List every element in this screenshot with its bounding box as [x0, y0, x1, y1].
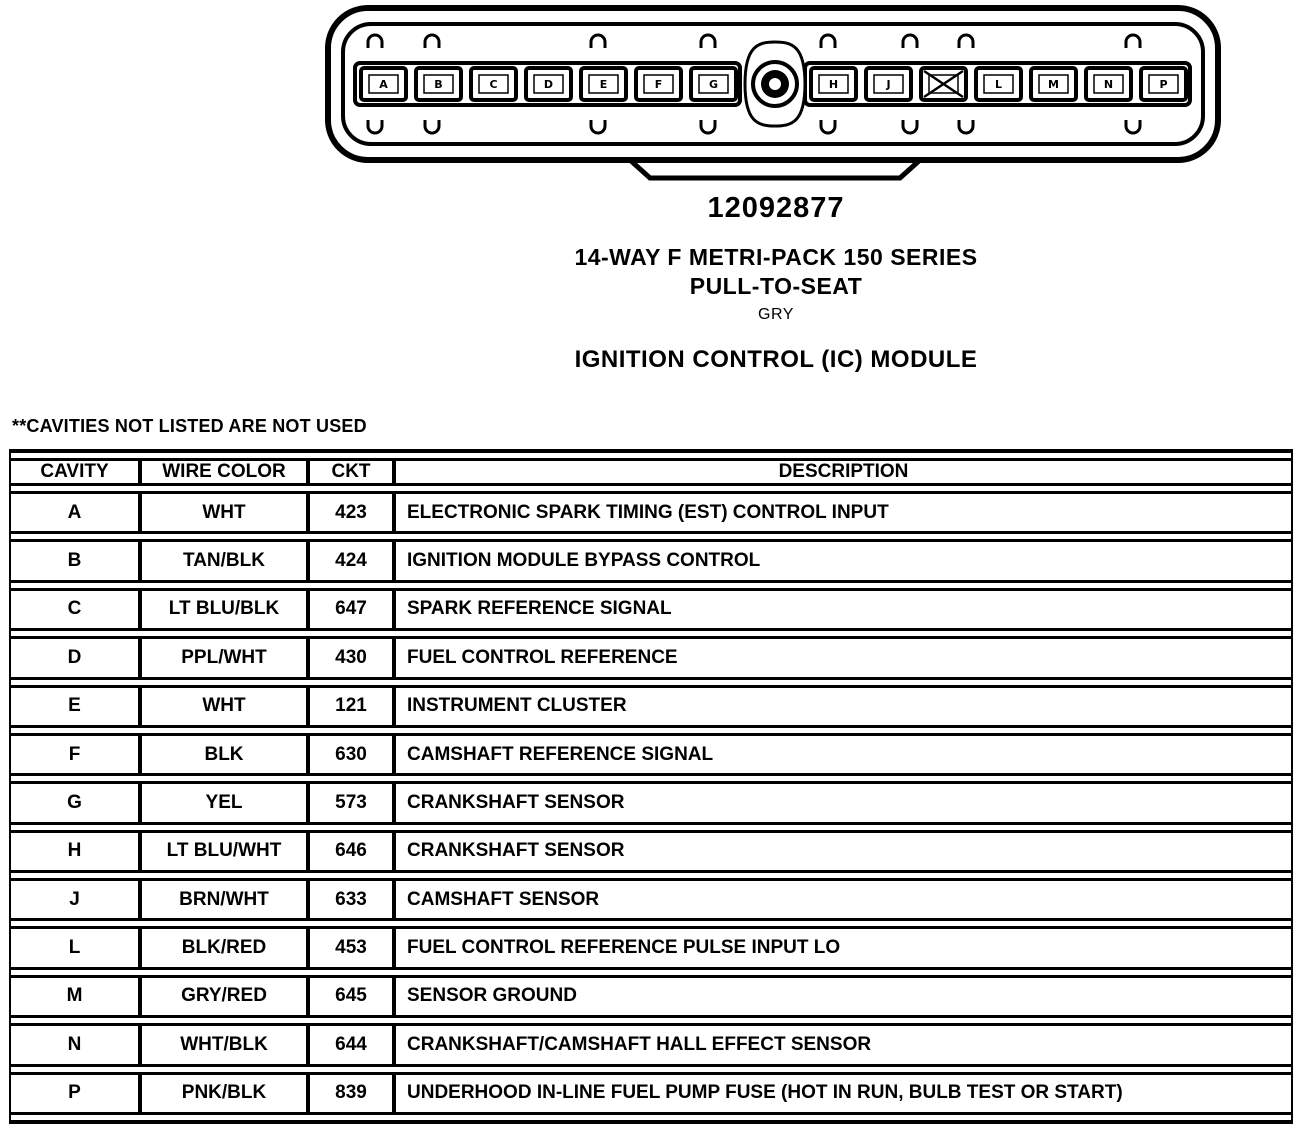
- cavity-label: A: [379, 78, 388, 91]
- cell-ckt: 423: [310, 491, 396, 534]
- cavity-m: [1031, 68, 1076, 100]
- cavity-label: L: [994, 78, 1003, 91]
- cavity-j: [866, 68, 911, 100]
- cell-ckt: 647: [310, 588, 396, 631]
- cell-wire-color: WHT: [142, 685, 310, 728]
- cavity-e: [581, 68, 626, 100]
- cell-ckt: 630: [310, 733, 396, 776]
- cell-description: CRANKSHAFT/CAMSHAFT HALL EFFECT SENSOR: [396, 1023, 1291, 1066]
- cavity-b: [416, 68, 461, 100]
- cell-ckt: 121: [310, 685, 396, 728]
- latch-bump: [1126, 120, 1140, 133]
- table-row: [11, 491, 1291, 534]
- cell-wire-color: PPL/WHT: [142, 636, 310, 679]
- cell-description: UNDERHOOD IN-LINE FUEL PUMP FUSE (HOT IN RUN, BULB TEST OR START): [396, 1072, 1291, 1116]
- latch-bump: [368, 35, 382, 48]
- cell-cavity: F: [11, 733, 142, 776]
- latch-bump: [591, 120, 605, 133]
- cavity-label: J: [886, 78, 891, 91]
- cell-wire-color: BLK: [142, 733, 310, 776]
- cavity-g: [691, 68, 736, 100]
- table-row: [11, 975, 1291, 1018]
- latch-bump: [701, 35, 715, 48]
- latch-bump: [368, 120, 382, 133]
- connector-seat-type: PULL-TO-SEAT: [689, 273, 863, 299]
- cell-cavity: H: [11, 830, 142, 873]
- cavity-label: N: [1103, 78, 1114, 91]
- table-row: [11, 926, 1291, 969]
- cell-description: CAMSHAFT REFERENCE SIGNAL: [396, 733, 1291, 776]
- cell-ckt: 644: [310, 1023, 396, 1066]
- cavity-label: F: [654, 78, 663, 91]
- cell-wire-color: BLK/RED: [142, 926, 310, 969]
- cell-ckt: 430: [310, 636, 396, 679]
- cell-ckt: 645: [310, 975, 396, 1018]
- latch-bump: [701, 120, 715, 133]
- cavity-c: [471, 68, 516, 100]
- cavity-label: D: [543, 78, 554, 91]
- connector-color: GRY: [758, 306, 794, 323]
- table-header-row: [11, 458, 1291, 486]
- cell-cavity: C: [11, 588, 142, 631]
- table-row: [11, 733, 1291, 776]
- header-cavity: CAVITY: [11, 458, 142, 486]
- cavity-label: E: [599, 78, 608, 91]
- cell-ckt: 453: [310, 926, 396, 969]
- cell-wire-color: LT BLU/BLK: [142, 588, 310, 631]
- cell-cavity: L: [11, 926, 142, 969]
- latch-bump: [959, 120, 973, 133]
- cell-wire-color: LT BLU/WHT: [142, 830, 310, 873]
- cell-wire-color: BRN/WHT: [142, 878, 310, 921]
- table-row: [11, 1072, 1291, 1116]
- cell-cavity: N: [11, 1023, 142, 1066]
- cavity-k: [921, 68, 966, 100]
- unused-cavities-note: **CAVITIES NOT LISTED ARE NOT USED: [12, 416, 367, 436]
- latch-bump: [903, 35, 917, 48]
- table-row: [11, 588, 1291, 631]
- cell-cavity: A: [11, 491, 142, 534]
- cell-cavity: E: [11, 685, 142, 728]
- cavity-l: [976, 68, 1021, 100]
- pinout-table: [9, 449, 1293, 1124]
- table-row: [11, 878, 1291, 921]
- cell-wire-color: YEL: [142, 781, 310, 824]
- cavity-n: [1086, 68, 1131, 100]
- table-row: [11, 1023, 1291, 1066]
- cell-ckt: 839: [310, 1072, 396, 1116]
- latch-bump: [425, 35, 439, 48]
- cell-ckt: 633: [310, 878, 396, 921]
- cell-description: FUEL CONTROL REFERENCE PULSE INPUT LO: [396, 926, 1291, 969]
- table-row: [11, 781, 1291, 824]
- cell-cavity: M: [11, 975, 142, 1018]
- cavity-label: P: [1159, 78, 1168, 91]
- cell-description: CRANKSHAFT SENSOR: [396, 830, 1291, 873]
- cell-wire-color: PNK/BLK: [142, 1072, 310, 1116]
- cavity-a: [361, 68, 406, 100]
- cell-wire-color: WHT: [142, 491, 310, 534]
- cell-cavity: D: [11, 636, 142, 679]
- module-name: IGNITION CONTROL (IC) MODULE: [574, 346, 978, 373]
- cell-wire-color: WHT/BLK: [142, 1023, 310, 1066]
- cell-ckt: 573: [310, 781, 396, 824]
- pinout-table-body: [11, 491, 1291, 1115]
- table-row: [11, 539, 1291, 582]
- header-description: DESCRIPTION: [396, 458, 1291, 486]
- cell-description: INSTRUMENT CLUSTER: [396, 685, 1291, 728]
- header-wire-color: WIRE COLOR: [142, 458, 310, 486]
- connector-diagram: [0, 0, 1312, 190]
- cavity-label: M: [1048, 78, 1059, 91]
- latch-bump: [959, 35, 973, 48]
- cell-description: IGNITION MODULE BYPASS CONTROL: [396, 539, 1291, 582]
- cell-cavity: J: [11, 878, 142, 921]
- cell-description: CAMSHAFT SENSOR: [396, 878, 1291, 921]
- latch-bump: [1126, 35, 1140, 48]
- latch-bump: [903, 120, 917, 133]
- table-row: [11, 636, 1291, 679]
- connector-series: 14-WAY F METRI-PACK 150 SERIES: [574, 244, 978, 270]
- cell-description: ELECTRONIC SPARK TIMING (EST) CONTROL INPUT: [396, 491, 1291, 534]
- cavity-label: H: [828, 78, 839, 91]
- cavity-h: [811, 68, 856, 100]
- cell-ckt: 424: [310, 539, 396, 582]
- table-row: [11, 685, 1291, 728]
- cell-description: SPARK REFERENCE SIGNAL: [396, 588, 1291, 631]
- latch-bump: [821, 35, 835, 48]
- cell-description: CRANKSHAFT SENSOR: [396, 781, 1291, 824]
- latch-bump: [591, 35, 605, 48]
- cavity-p: [1141, 68, 1186, 100]
- cell-cavity: B: [11, 539, 142, 582]
- cell-ckt: 646: [310, 830, 396, 873]
- cell-wire-color: TAN/BLK: [142, 539, 310, 582]
- cavity-label: B: [434, 78, 443, 91]
- cavity-label: G: [708, 78, 719, 91]
- header-ckt: CKT: [310, 458, 396, 486]
- cell-description: FUEL CONTROL REFERENCE: [396, 636, 1291, 679]
- latch-bump: [425, 120, 439, 133]
- table-row: [11, 830, 1291, 873]
- cavity-label: C: [489, 78, 498, 91]
- cell-cavity: P: [11, 1072, 142, 1116]
- cell-wire-color: GRY/RED: [142, 975, 310, 1018]
- cell-description: SENSOR GROUND: [396, 975, 1291, 1018]
- center-bolt-hole: [769, 78, 781, 90]
- latch-bump: [821, 120, 835, 133]
- cavity-d: [526, 68, 571, 100]
- cavity-f: [636, 68, 681, 100]
- cell-cavity: G: [11, 781, 142, 824]
- part-number: 12092877: [707, 192, 845, 224]
